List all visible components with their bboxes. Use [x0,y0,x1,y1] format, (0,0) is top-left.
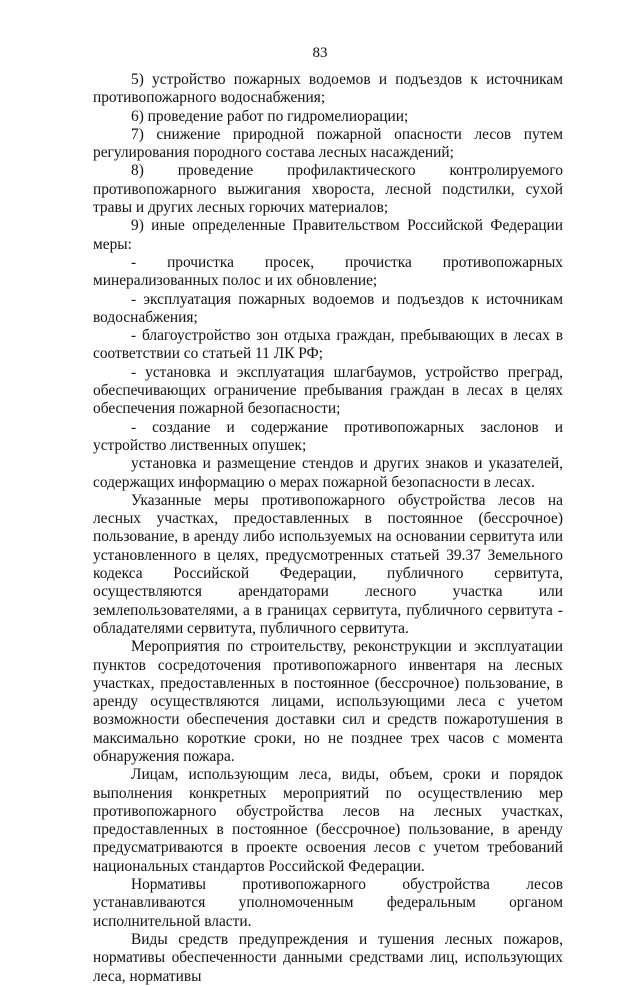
document-body [93,71,563,986]
paragraph-development-project: Лицам, использующим леса, виды, объем, сроки и порядок выполнения конкретных мероприятий по осуществлению мер противопожарного обустройства лесов на лесных участках, предоставленных в постоянное (бессрочное) пользование, в аренду предусматриваются в проекте освоения лесов с учетом требований национальных стандартов Российской Федерации. [93,766,563,875]
bullet-water-reservoirs: - эксплуатация пожарных водоемов и подъездов к источникам водоснабжения; [93,290,563,326]
bullet-clearing: - прочистка просек, прочистка противопожарных минерализованных полос и их обновление; [93,253,563,290]
paragraph-item-9: 9) иные определенные Правительством Российской Федерации меры: [93,217,563,253]
bullet-barriers: - установка и эксплуатация шлагбаумов, устройство преград, обеспечивающих ограничение пребывания граждан в лесах в целях обеспечения пожарной безопасности; [93,363,563,418]
paragraph-means-norms: Виды средств предупреждения и тушения лесных пожаров, нормативы обеспеченности данными средствами лиц, использующих леса, нормативы [93,930,563,985]
paragraph-inventory-points: Мероприятия по строительству, реконструкции и эксплуатации пунктов сосредоточения противопожарного инвентаря на лесных участках, предоставленных в постоянное (бессрочное) пользование, в аренду осуществляются лицами, использующими леса с учетом возможности обеспечения доставки сил и средств пожаротушения в максимально короткие сроки, но не позднее трех часов с момента обнаружения пожара. [93,638,563,765]
page-number: 83 [312,45,328,61]
paragraph-norms-authority: Нормативы противопожарного обустройства лесов устанавливаются уполномоченным федеральным органом исполнительной власти. [93,876,563,930]
bullet-fire-breaks: - создание и содержание противопожарных заслонов и устройство лиственных опушек; [93,418,563,454]
paragraph-measures-responsibility: Указанные меры противопожарного обустройства лесов на лесных участках, предоставленных в постоянное (бессрочное) пользование, в аренду либо используемых на основании сервитута или установленного в целях, предусмотренных статьей 39.37 Земельного кодекса Российской Федерации, публичного сервитута, осуществляются арендаторами лесного участка или землепользователями, а в границах сервитута, публичного сервитута - обладателями сервитута, публичного сервитута. [93,491,563,637]
bullet-recreation-zones: - благоустройство зон отдыха граждан, пребывающих в лесах в соответствии со статьей 11 ЛК РФ; [93,327,563,363]
paragraph-item-5: 5) устройство пожарных водоемов и подъездов к источникам противопожарного водоснабжения; [93,71,563,107]
paragraph-item-8: 8) проведение профилактического контролируемого противопожарного выжигания хвороста, лесной подстилки, сухой травы и других лесных горючих материалов; [93,162,563,217]
paragraph-item-7: 7) снижение природной пожарной опасности лесов путем регулирования породного состава лесных насаждений; [93,125,563,162]
bullet-info-stands: установка и размещение стендов и других знаков и указателей, содержащих информацию о мерах пожарной безопасности в лесах. [93,455,563,491]
paragraph-item-6: 6) проведение работ по гидромелиорации; [131,107,409,125]
